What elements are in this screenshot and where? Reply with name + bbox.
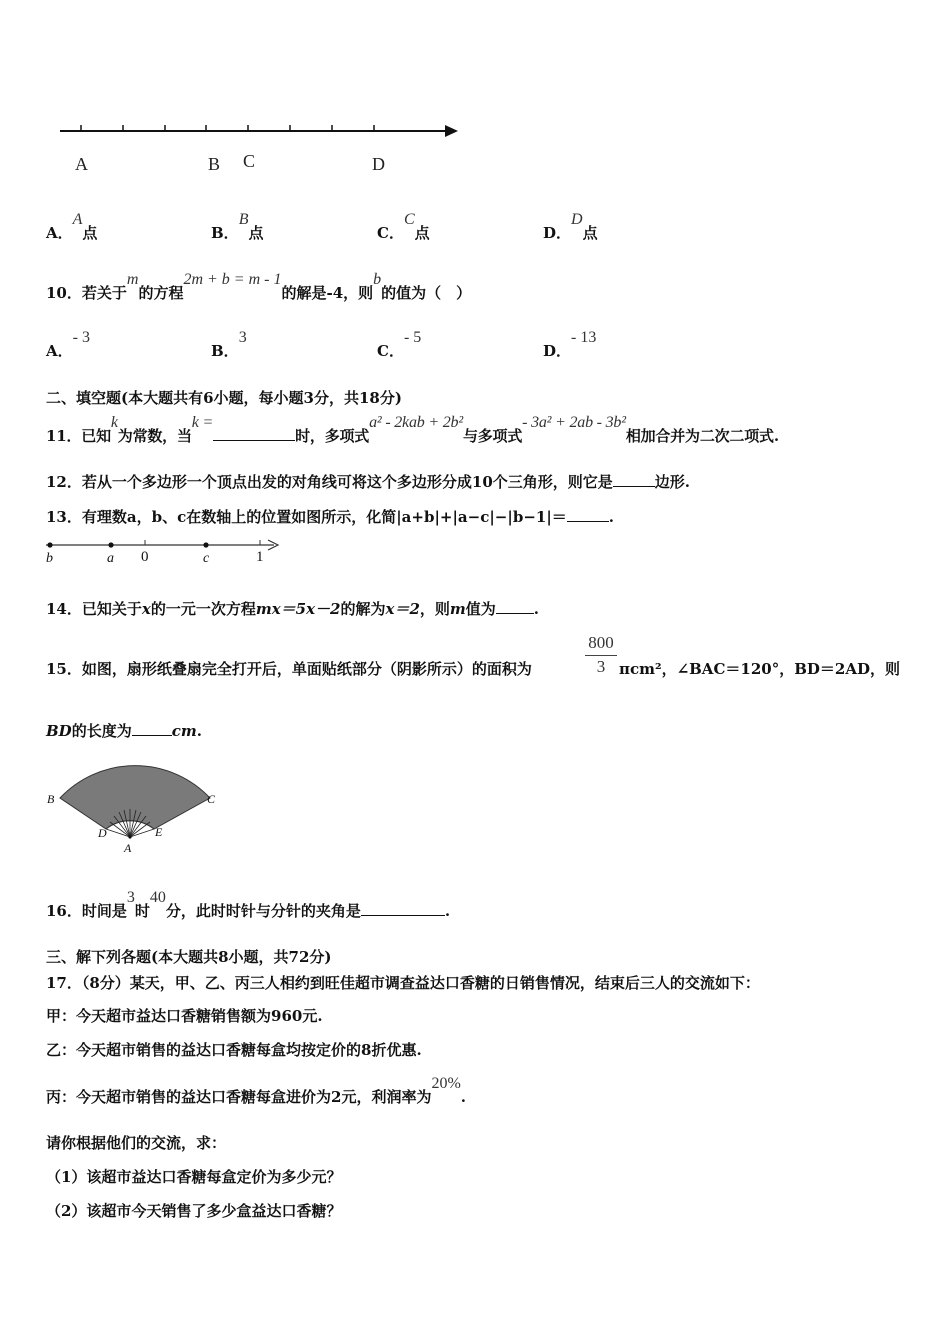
math-var: k: [110, 414, 118, 431]
text: .: [444, 902, 451, 920]
math-solution: x＝2: [385, 600, 420, 618]
text: 分，此时时针与分针的夹角是: [165, 902, 361, 920]
text: 的一元一次方程: [150, 600, 256, 618]
question-15-text-end: [619, 659, 900, 679]
text: 与多项式: [462, 427, 523, 445]
fan-label-d: D: [98, 826, 107, 840]
math-polynomial-2: - 3a² + 2ab - 3b²: [522, 414, 626, 431]
point-label-b: B: [208, 154, 221, 174]
math-rate: 20%: [431, 1075, 461, 1092]
question-14: [46, 599, 539, 619]
text: 14．已知关于: [46, 600, 142, 618]
fan-rib: [106, 829, 130, 837]
option-value: - 5: [403, 329, 422, 346]
text: 的方程: [138, 284, 184, 302]
option-suffix: 点: [582, 224, 598, 242]
text: 为常数，当: [117, 427, 192, 445]
area-unit: πcm²: [619, 660, 662, 678]
nl-label-0: 0: [141, 549, 149, 565]
question-10: [46, 271, 472, 304]
section-3-title: 三、解下列各题(本大题共8小题，共72分): [46, 948, 332, 966]
point-label-a: A: [75, 154, 88, 174]
sub-question-2: （2）该超市今天销售了多少盒益达口香糖？: [46, 1202, 342, 1220]
text: 值为: [465, 600, 496, 618]
math-var: m: [449, 600, 466, 618]
q10-option-d[interactable]: [543, 329, 597, 362]
option-value: 3: [238, 329, 247, 346]
text: ，∠BAC＝120°，BD＝2AD，则: [661, 660, 900, 678]
sub-question-1: （1）该超市益达口香糖每盒定价为多少元？: [46, 1168, 342, 1186]
option-suffix: 点: [248, 224, 264, 242]
q10-option-c[interactable]: [377, 329, 422, 362]
text: 的解是-4，则: [281, 284, 374, 302]
text: 的值为（ ）: [381, 284, 472, 302]
text: 边形.: [654, 473, 690, 491]
text: .: [608, 508, 615, 526]
option-var: D: [571, 211, 583, 228]
option-letter: A．: [46, 224, 73, 242]
math-k: k =: [191, 414, 214, 431]
option-value: - 13: [571, 329, 597, 346]
option-letter: B．: [211, 342, 239, 360]
q9-option-a[interactable]: [46, 211, 98, 244]
nl-label-a: a: [107, 551, 114, 566]
answer-blank[interactable]: [361, 901, 445, 916]
text: 13．有理数a，b、c在数轴上的位置如图所示，化简|a+b|+|a−c|−|b−1|＝: [46, 508, 567, 526]
option-letter: C．: [377, 224, 404, 242]
math-hour: 3: [126, 889, 135, 906]
statement-bing: [46, 1075, 467, 1108]
answer-blank[interactable]: [132, 721, 172, 736]
math-var: b: [373, 271, 382, 288]
number-line-arrow: [445, 125, 458, 137]
text: ，则: [419, 600, 450, 618]
q9-option-b[interactable]: [211, 211, 264, 244]
statement-yi: 乙：今天超市销售的益达口香糖每盒均按定价的8折优惠.: [46, 1041, 422, 1059]
text: 10．若关于: [46, 284, 127, 302]
point-label-d: D: [372, 154, 385, 174]
option-var: A: [72, 211, 83, 228]
unit: cm: [171, 722, 197, 740]
point-a-dot: [108, 542, 113, 547]
question-15-text: 15．如图，扇形纸叠扇完全打开后，单面贴纸部分（阴影所示）的面积为: [46, 660, 532, 678]
nl-label-c: c: [203, 551, 210, 566]
text: 的长度为: [71, 722, 132, 740]
text: 16．时间是: [46, 902, 127, 920]
question-17-stem: 17．（8分）某天，甲、乙、丙三人相约到旺佳超市调查益达口香糖的日销售情况，结束后三人的交流如下：: [46, 974, 760, 992]
option-suffix: 点: [414, 224, 430, 242]
math-equation: 2m + b = m - 1: [183, 271, 282, 288]
q10-option-b[interactable]: [211, 329, 247, 362]
q13-number-line: [42, 537, 287, 553]
math-equation: mx＝5x－2: [255, 600, 341, 618]
option-value: - 3: [72, 329, 90, 346]
fan-label-b: B: [47, 792, 55, 806]
answer-blank[interactable]: [567, 507, 609, 522]
point-c-dot: [203, 542, 208, 547]
text: 相加合并为二次二项式.: [625, 427, 779, 445]
fan-rib: [130, 829, 154, 837]
text: 丙：今天超市销售的益达口香糖每盒进价为2元，利润率为: [46, 1088, 432, 1106]
q10-option-a[interactable]: [46, 329, 90, 362]
option-letter: B．: [211, 224, 239, 242]
fan-figure: [40, 750, 230, 860]
option-var: B: [238, 211, 249, 228]
fan-label-e: E: [155, 825, 163, 839]
text: 的解为: [340, 600, 386, 618]
answer-blank[interactable]: [613, 472, 655, 487]
fan-label-a: A: [124, 841, 132, 855]
math-var: x: [141, 600, 151, 618]
text: 11．已知: [46, 427, 111, 445]
answer-blank[interactable]: [496, 599, 534, 614]
q9-option-c[interactable]: [377, 211, 430, 244]
option-letter: A．: [46, 342, 73, 360]
question-13: [46, 507, 614, 527]
option-letter: D．: [543, 224, 572, 242]
text: 时，多项式: [295, 427, 370, 445]
fan-label-c: C: [207, 792, 216, 806]
fan-pivot-a: [128, 835, 131, 838]
option-suffix: 点: [82, 224, 98, 242]
ask-line: 请你根据他们的交流，求：: [46, 1134, 227, 1152]
section-2-title: 二、填空题(本大题共有6小题，每小题3分，共18分): [46, 389, 402, 407]
answer-blank[interactable]: [213, 426, 295, 441]
fraction: [585, 633, 617, 677]
text: .: [533, 600, 540, 618]
nl-label-1: 1: [256, 549, 264, 565]
nl-label-b: b: [46, 551, 53, 566]
option-letter: D．: [543, 342, 572, 360]
fraction-denominator: 3: [585, 655, 617, 677]
text: 时: [134, 902, 150, 920]
math-var: BD: [46, 722, 72, 740]
fan-shaded-region: [60, 766, 210, 829]
math-var: m: [126, 271, 139, 288]
text: 12．若从一个多边形一个顶点出发的对角线可将这个多边形分成10个三角形，则它是: [46, 473, 613, 491]
option-letter: C．: [377, 342, 404, 360]
q9-option-d[interactable]: [543, 211, 598, 244]
point-label-c: C: [243, 151, 256, 171]
question-15-line-2: [46, 721, 202, 741]
text: .: [460, 1088, 467, 1106]
fraction-numerator: 800: [588, 633, 614, 652]
question-12: [46, 472, 690, 492]
statement-jia: 甲：今天超市益达口香糖销售额为960元.: [46, 1007, 323, 1025]
math-polynomial-1: a² - 2kab + 2b²: [369, 414, 463, 431]
point-b-dot: [47, 542, 52, 547]
number-line-figure: [55, 118, 465, 148]
question-11: [46, 414, 779, 447]
text: .: [196, 722, 202, 740]
math-minute: 40: [149, 889, 166, 906]
option-var: C: [403, 211, 415, 228]
question-16: [46, 889, 451, 922]
